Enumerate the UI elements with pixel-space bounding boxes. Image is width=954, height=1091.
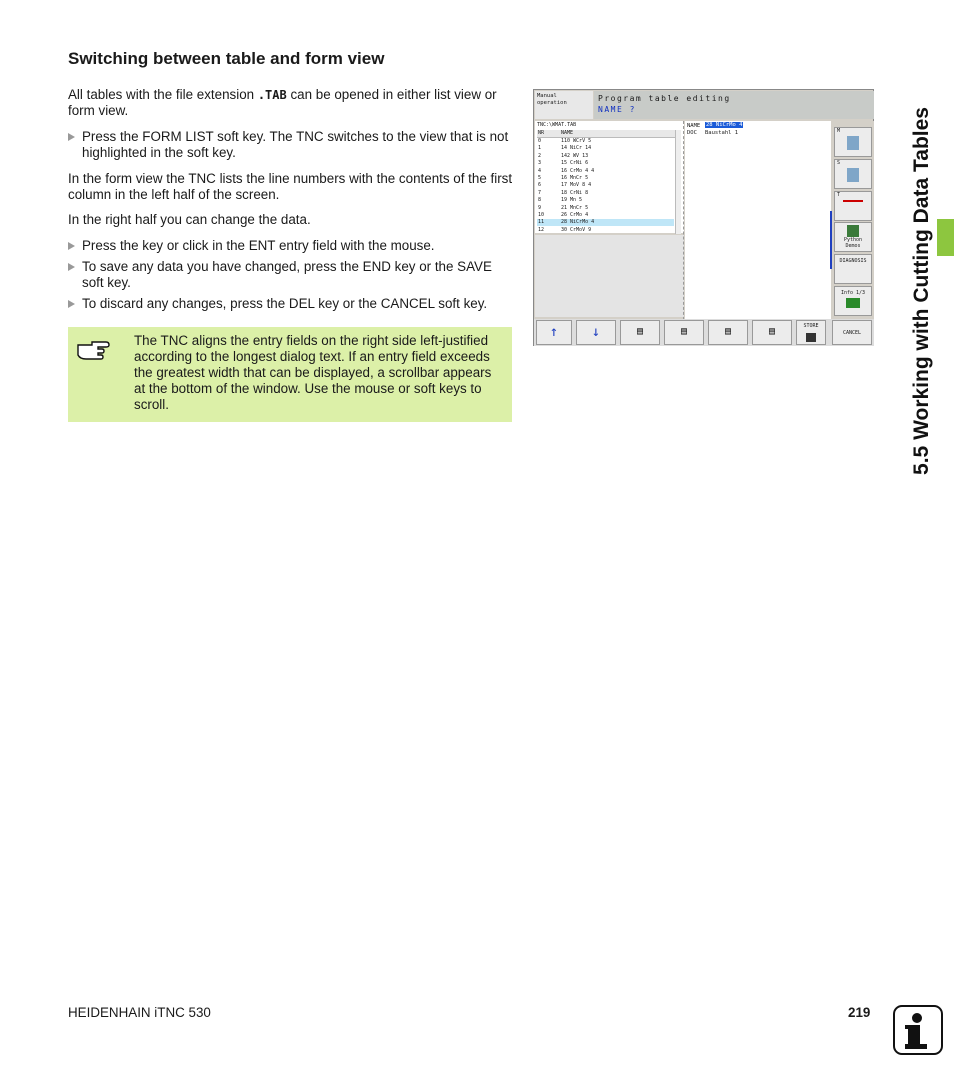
column-name: NAME xyxy=(561,130,574,136)
table-row[interactable] xyxy=(537,190,674,197)
table-row[interactable] xyxy=(537,160,674,167)
row-name: 142 WV 13 xyxy=(561,152,589,159)
chapter-side-title: 5.5 Working with Cutting Data Tables xyxy=(910,107,933,475)
softkey-page-right[interactable] xyxy=(664,320,704,345)
row-nr: 1 xyxy=(538,145,542,152)
mode-line-2: operation xyxy=(537,100,567,106)
bullet-form-list xyxy=(68,129,513,161)
table-row[interactable] xyxy=(537,182,674,189)
row-nr: 10 xyxy=(538,212,545,218)
table-row[interactable] xyxy=(537,168,674,175)
table-row[interactable] xyxy=(537,212,674,219)
dialog-header xyxy=(594,91,874,119)
row-name: 19 Mn 5 xyxy=(561,197,583,204)
bullet-arrow-icon xyxy=(68,242,75,250)
bullet-arrow-icon xyxy=(68,263,75,271)
softkey-store[interactable]: STORE xyxy=(796,320,826,345)
softkey-page-up[interactable] xyxy=(708,320,748,345)
row-nr: 9 xyxy=(538,204,542,211)
mode-line-1: Manual xyxy=(537,93,557,99)
row-name: 15 CrNi 6 xyxy=(561,160,589,167)
form-pane xyxy=(685,121,831,345)
row-nr: 6 xyxy=(538,182,542,189)
row-nr: 5 xyxy=(538,175,542,181)
row-nr: 0 xyxy=(538,138,542,144)
softkey-t[interactable]: T xyxy=(834,191,872,221)
footer-product: HEIDENHAIN iTNC 530 xyxy=(68,1005,211,1020)
bullet-text: Press the FORM LIST soft key. The TNC switches to the view that is not highlighted in the soft key. xyxy=(82,129,509,160)
info-icon xyxy=(893,1005,943,1055)
field-doc-label: DOC xyxy=(687,130,697,136)
bullet-save xyxy=(68,259,513,291)
row-name: 14 NiCr 14 xyxy=(561,145,592,152)
field-name-label: NAME xyxy=(687,123,701,129)
mode-indicator xyxy=(535,91,593,119)
horizontal-softkeys xyxy=(534,319,874,346)
page-number: 219 xyxy=(848,1005,871,1020)
file-extension-code: .TAB xyxy=(257,88,287,102)
chapter-color-tab xyxy=(937,219,954,256)
softkey-s[interactable]: S xyxy=(834,159,872,189)
down-arrow-icon: ↓ xyxy=(591,324,601,340)
pointing-hand-icon xyxy=(76,335,112,363)
softkey-m[interactable]: M xyxy=(834,127,872,157)
row-nr: 11 xyxy=(538,219,545,226)
bullet-discard xyxy=(68,296,513,312)
row-nr: 3 xyxy=(538,160,542,167)
table-row[interactable] xyxy=(537,153,674,160)
table-path: TNC:\WMAT.TAB xyxy=(537,122,577,128)
up-arrow-icon: ↑ xyxy=(549,324,559,340)
page-down-icon: ▤ xyxy=(768,326,776,337)
row-nr: 7 xyxy=(538,189,542,196)
bullet-text: To save any data you have changed, press the END key or the SAVE soft key. xyxy=(82,259,492,290)
form-view-paragraph: In the form view the TNC lists the line numbers with the contents of the first column in the left half of the screen. xyxy=(68,171,513,202)
scrollbar[interactable] xyxy=(675,130,681,234)
row-name: 110 WCrV 5 xyxy=(561,138,592,144)
softkey-up-arrow[interactable] xyxy=(536,320,572,345)
row-name: 18 CrNi 8 xyxy=(561,189,589,196)
softkey-page-left[interactable] xyxy=(620,320,660,345)
note-box xyxy=(68,327,512,422)
field-name-input[interactable]: 28 NiCrMo 4 xyxy=(706,122,743,128)
table-row[interactable] xyxy=(537,175,674,182)
tnc-screenshot xyxy=(533,89,874,346)
section-heading: Switching between table and form view xyxy=(68,49,385,68)
table-list-pane xyxy=(535,121,684,233)
row-name: 26 CrMo 4 xyxy=(561,212,589,218)
row-name: 16 CrMo 4 4 xyxy=(561,167,595,174)
page-begin-icon: ▤ xyxy=(636,326,644,337)
right-half-paragraph: In the right half you can change the data. xyxy=(68,212,311,227)
dialog-prompt: NAME ? xyxy=(598,105,636,114)
intro-paragraph xyxy=(68,87,513,119)
dialog-title: Program table editing xyxy=(598,94,731,103)
vertical-softkeys xyxy=(832,121,874,345)
softkey-info[interactable]: Info 1/3 xyxy=(834,286,872,316)
softkey-page-down[interactable] xyxy=(752,320,792,345)
row-name: 16 MnCr 5 xyxy=(561,175,589,181)
row-nr: 12 xyxy=(538,226,545,233)
bullet-text: To discard any changes, press the DEL key or the CANCEL soft key. xyxy=(82,296,488,311)
row-nr: 2 xyxy=(538,152,542,159)
table-row[interactable] xyxy=(537,227,674,234)
field-doc-input[interactable]: Baustahl 1 xyxy=(705,130,739,136)
bullet-arrow-icon xyxy=(68,133,75,141)
table-row[interactable] xyxy=(537,197,674,204)
row-nr: 4 xyxy=(538,167,542,174)
table-row[interactable] xyxy=(537,205,674,212)
table-row[interactable] xyxy=(537,219,674,226)
bullet-text: Press the key or click in the ENT entry field with the mouse. xyxy=(82,238,435,253)
table-row[interactable] xyxy=(537,145,674,152)
softkey-python-demos[interactable]: Python Demos xyxy=(834,222,872,252)
row-nr: 8 xyxy=(538,197,542,204)
table-row[interactable] xyxy=(537,138,674,145)
row-name: 28 NiCrMo 4 xyxy=(561,219,595,226)
pane-separator xyxy=(683,121,684,345)
empty-area xyxy=(535,235,684,317)
bullet-ent xyxy=(68,238,513,254)
page-up-icon: ▤ xyxy=(724,326,732,337)
row-name: 17 MoV 8 4 xyxy=(561,182,592,189)
bullet-arrow-icon xyxy=(68,300,75,308)
column-nr: NR xyxy=(538,130,545,136)
note-text: The TNC aligns the entry fields on the right side left-justified according to the longest dialog text. If an entry field exceeds the greatest width that can be displayed, a scrollbar appears at the bottom of the window. Use the mouse or soft keys to scroll. xyxy=(134,333,492,412)
softkey-cancel[interactable]: CANCEL xyxy=(832,320,872,345)
softkey-diagnosis[interactable]: DIAGNOSIS xyxy=(834,254,872,284)
intro-text-1: All tables with the file extension xyxy=(68,87,258,102)
column-header xyxy=(537,130,675,138)
intro-text-2: can be opened in either list view or form view. xyxy=(68,87,497,118)
page-end-icon: ▤ xyxy=(680,326,688,337)
row-name: 30 CrMoV 9 xyxy=(561,226,592,233)
row-name: 21 MnCr 5 xyxy=(561,204,589,211)
softkey-down-arrow[interactable] xyxy=(576,320,616,345)
